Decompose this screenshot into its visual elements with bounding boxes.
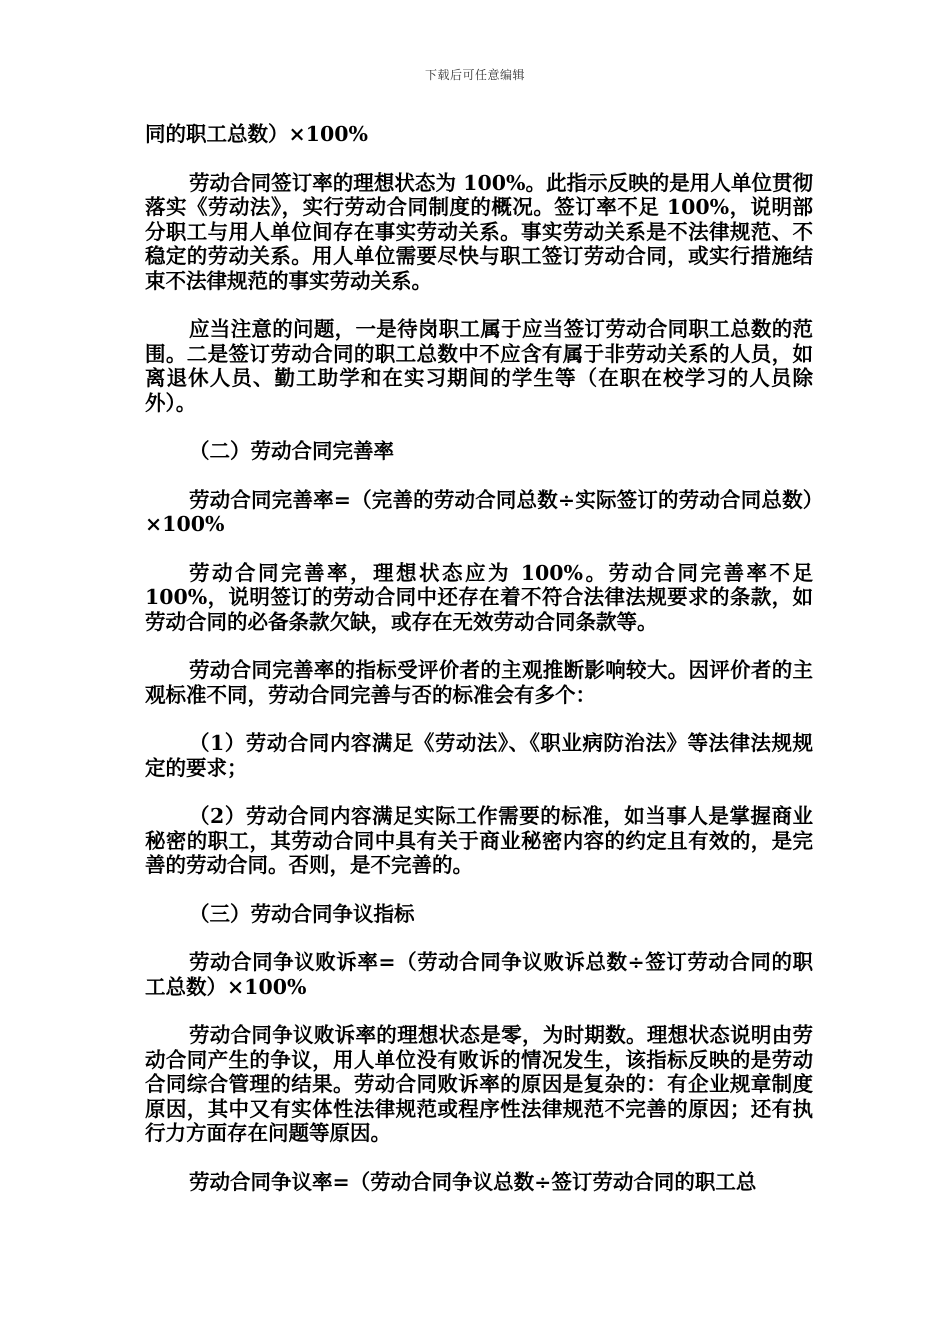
- formula-paragraph: 劳动合同争议率=（劳动合同争议总数÷签订劳动合同的职工总: [189, 1169, 757, 1194]
- document-body: [145, 122, 813, 1218]
- paragraph: 劳动合同完善率，理想状态应为 100%。劳动合同完善率不足 100%，说明签订的劳动合同中还存在着不符合法律法规要求的条款，如劳动合同的必备条款欠缺，或存在无效劳动合同条款等。: [145, 560, 813, 634]
- formula-paragraph: 劳动合同争议败诉率=（劳动合同争议败诉总数÷签订劳动合同的职工总数）×100%: [145, 950, 813, 999]
- list-item: （2）劳动合同内容满足实际工作需要的标准，如当事人是掌握商业秘密的职工，其劳动合同中具有关于商业秘密内容的约定且有效的，是完善的劳动合同。否则，是不完善的。: [145, 804, 813, 877]
- formula-paragraph: 劳动合同完善率=（完善的劳动合同总数÷实际签订的劳动合同总数）×100%: [145, 487, 813, 536]
- paragraph: 同的职工总数）×100%: [145, 122, 368, 146]
- section-heading: （三）劳动合同争议指标: [189, 901, 415, 926]
- paragraph: 应当注意的问题，一是待岗职工属于应当签订劳动合同职工总数的范围。二是签订劳动合同的职工总数中不应含有属于非劳动关系的人员，如离退休人员、勤工助学和在实习期间的学生等（在职在校学习的人员除外）。: [145, 317, 813, 415]
- paragraph: 劳动合同签订率的理想状态为 100%。此指示反映的是用人单位贯彻落实《劳动法》，实行劳动合同制度的概况。签订率不足 100%，说明部分职工与用人单位间存在事实劳动关系。事实劳动关系是不法律规范、不稳定的劳动关系。用人单位需要尽快与职工签订劳动合同，或实行措施结束不法律规范的事实劳动关系。: [145, 170, 813, 293]
- section-heading: （二）劳动合同完善率: [189, 439, 394, 463]
- page-header: 下载后可任意编辑: [424, 68, 525, 82]
- paragraph: 劳动合同争议败诉率的理想状态是零，为时期数。理想状态说明由劳动合同产生的争议，用人单位没有败诉的情况发生，该指标反映的是劳动合同综合管理的结果。劳动合同败诉率的原因是复杂的：有企业规章制度原因，其中又有实体性法律规范或程序性法律规范不完善的原因；还有执行力方面存在问题等原因。: [145, 1023, 813, 1145]
- list-item: （1）劳动合同内容满足《劳动法》、《职业病防治法》等法律法规规定的要求；: [145, 731, 813, 780]
- paragraph: 劳动合同完善率的指标受评价者的主观推断影响较大。因评价者的主观标准不同，劳动合同完善与否的标准会有多个：: [145, 658, 813, 707]
